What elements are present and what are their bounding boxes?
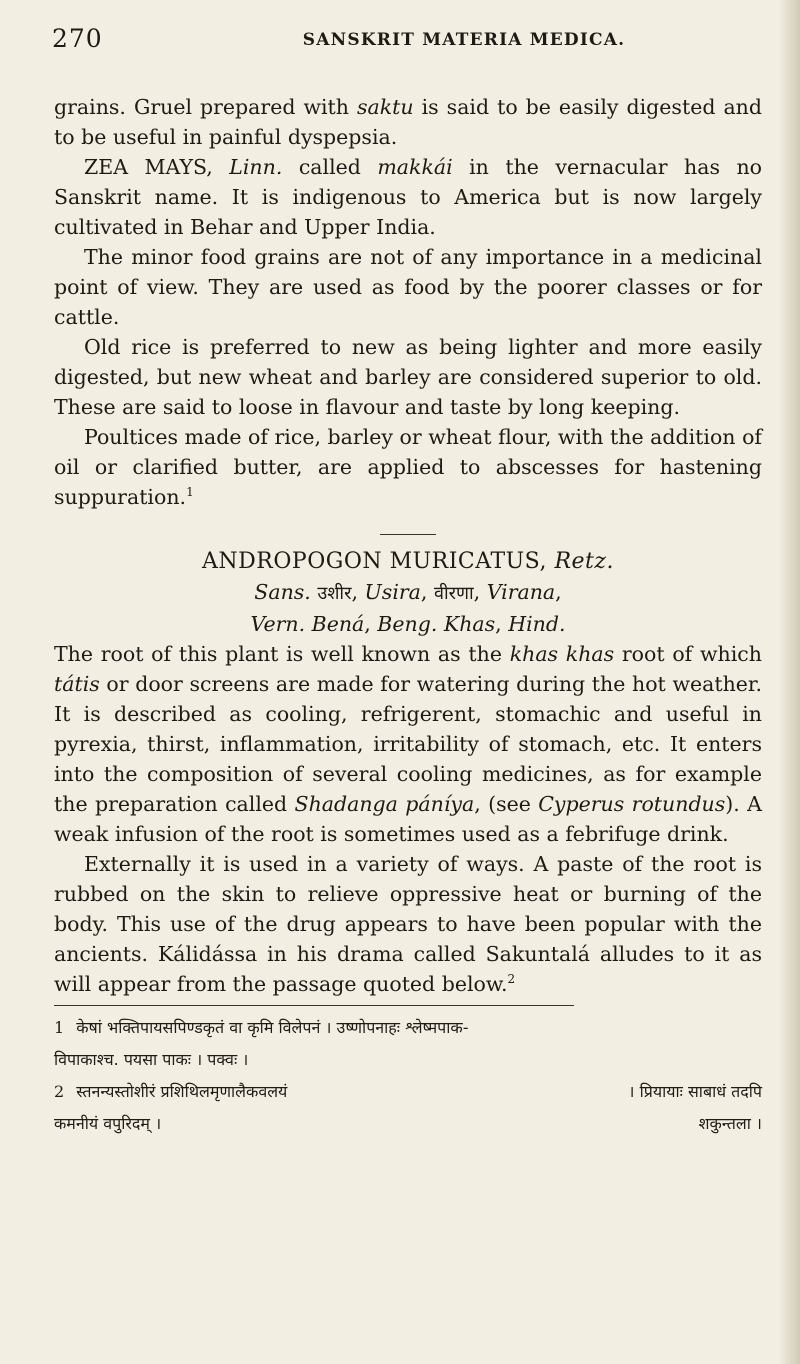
vern-label: Vern. [250,612,312,636]
paragraph-text-run: ZEA MAYS, [84,155,230,179]
footnote-ref: 1 [186,485,194,500]
paragraph-text-run: Externally it is used in a variety of ways. A paste of the root is rubbed on the skin to relieve oppressive heat or burning of the body. This use of the drug appears to have been popular with the ancients. Kálidássa in his drama called Sakuntalá alludes to it as will appear from the passage quoted below. [54,852,762,996]
paragraph-text-run: Shadanga páníya [294,792,475,816]
footnote-1-line-2: विपाकाश्च. पयसा पाकः । पक्वः । [54,1050,249,1069]
footnote-1-number: 1 [54,1018,65,1037]
body-text [54,92,762,1140]
paragraph-text-run: called [282,155,378,179]
paragraph-text-run: The minor food grains are not of any importance in a medicinal point of view. They are used as food by the poorer classes or for cattle. [54,245,762,329]
paragraph-text-run: khas khas [509,642,615,666]
page-edge-shadow [778,0,800,1364]
paragraph-p6 [54,639,762,849]
paragraph-group-grains [54,92,762,512]
paragraph-text-run: root of which [614,642,762,666]
paragraph-text-run: saktu [357,95,414,119]
sanskrit-names: Sans. उशीर, Usira, वीरणा, Virana, [254,580,562,604]
paragraph-p1 [54,92,762,152]
vern-bena: Bená [311,612,365,636]
paragraph-p7 [54,849,762,999]
paragraph-p2 [54,152,762,242]
paragraph-p4 [54,332,762,422]
paragraph-text-run: Cyperus rotundus [538,792,726,816]
footnote-2-number: 2 [54,1082,65,1101]
paragraph-p5 [54,422,762,512]
section-title-name: ANDROPOGON MURICATUS, [202,549,555,574]
footnote-2 [54,1076,762,1140]
page-number: 270 [52,24,103,53]
section-divider [380,534,436,535]
footnote-2-line-1b: । प्रियायाः साबाधं तदपि [628,1082,762,1101]
sans-deva-usira: उशीर [317,583,352,604]
sans-roman-virana: Virana [486,580,556,604]
sans-roman-usira: Usira [364,580,421,604]
sans-label: Sans. [254,580,318,604]
running-head: SANSKRIT MATERIA MEDICA. [302,30,626,50]
section-title-authority: Retz. [554,549,614,574]
paragraph-text-run: ). A weak infusion of the root is sometimes used as a febrifuge drink. [54,792,762,846]
footnote-2-line-2b: शकुन्तला । [698,1114,762,1133]
footnote-ref: 2 [507,972,516,987]
paragraph-text-run: grains. Gruel prepared with [54,95,357,119]
paragraph-text-run: Old rice is preferred to new as being lighter and more easily digested, but new wheat and barley are considered superior to old. These are said to loose in flavour and taste by long keeping. [54,335,762,419]
footnote-2-line-1a: स्तनन्यस्तोशीरं प्रशिथिलमृणालैकवलयं [76,1082,288,1101]
paragraph-text-run: Poultices made of rice, barley or wheat flour, with the addition of oil or clarified butter, are applied to abscesses for hastening suppuration. [54,425,762,509]
vernacular-names: Vern. Bená, Beng. Khas, Hind. [250,612,566,636]
footnote-1-line-1: केषां भक्तिपायसपिण्डकृतं वा कृमि विलेपनं । उष्णोपनाहः श्लेष्मपाक- [76,1018,469,1037]
paragraph-text-run: , (see [474,792,539,816]
paragraph-text-run: or door screens are made for watering during the hot weather. It is described as cooling, refrigerent, stomachic and useful in pyrexia, thirst, inflammation, irritability of stomach, etc. It enters into the composition of several cooling medicines, as for example the preparation called [54,672,762,816]
paragraph-text-run: is said to be easily digested and to be useful in painful dyspepsia. [54,95,762,149]
footnote-rule [54,1005,574,1006]
vern-khas: Khas [443,612,496,636]
footnote-2-line-2a: कमनीयं वपुरिदम् । [54,1114,162,1133]
paragraph-p3 [54,242,762,332]
vern-bena-lang: Beng. [377,612,438,636]
footnote-1 [54,1012,762,1076]
paragraph-text-run: The root of this plant is well known as the [54,642,510,666]
vern-khas-lang: Hind. [508,612,566,636]
section-title [54,547,762,577]
paragraph-text-run: in the vernacular has no Sanskrit name. It is indigenous to America but is now largely cultivated in Behar and Upper India. [54,155,762,239]
page-header [52,24,752,64]
paragraph-text-run: Linn. [229,155,283,179]
paragraph-text-run: makkái [377,155,453,179]
sans-deva-virana: वीरणा [433,583,474,604]
paragraph-group-andropogon [54,639,762,999]
paragraph-text-run: tátis [54,672,100,696]
